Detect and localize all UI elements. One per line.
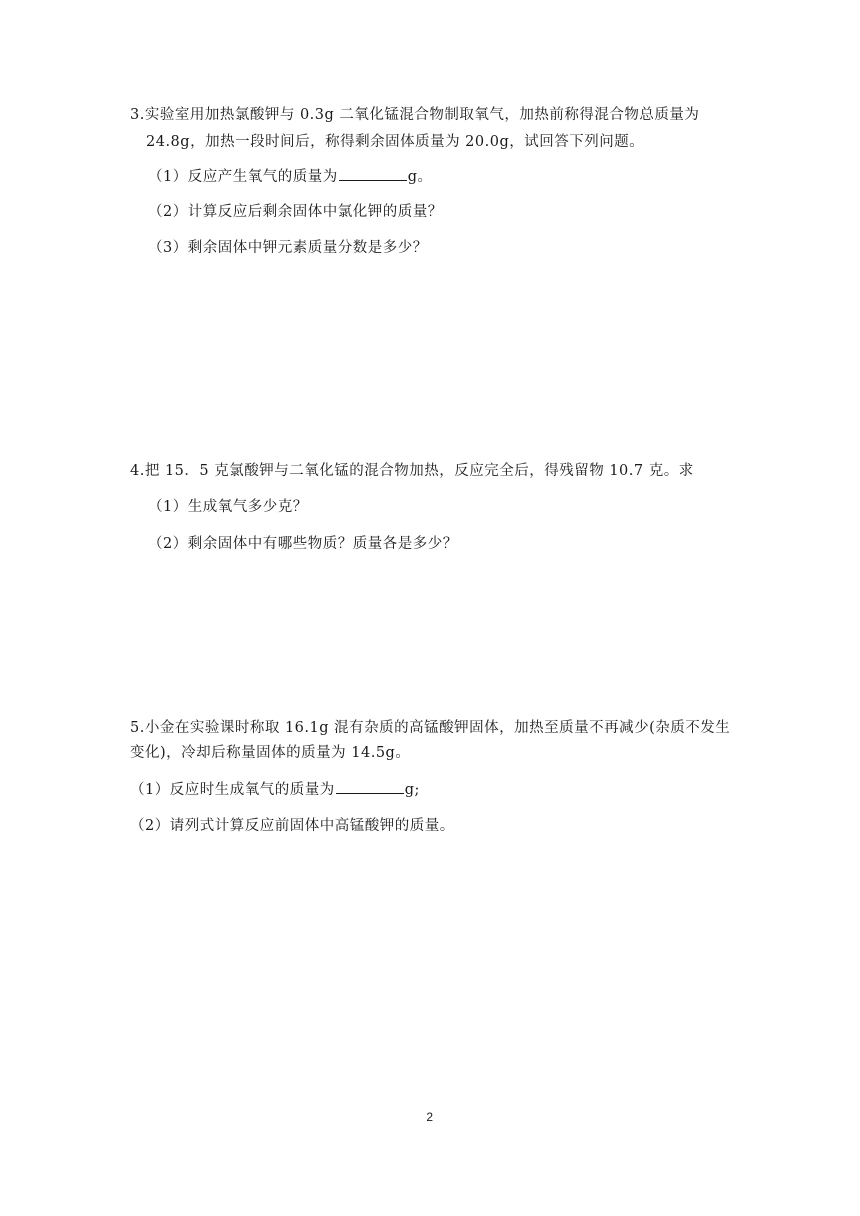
q5-part1-suffix: g; [404, 782, 420, 798]
q5-part1-prefix: （1）反应时生成氧气的质量为 [130, 782, 335, 798]
q5-part1-answer-blank[interactable] [336, 779, 404, 794]
q5-stem-line2: 变化)，冷却后称量固体的质量为 14.5g。 [130, 745, 411, 761]
q5-part1 [130, 779, 420, 800]
q3-part2: （2）计算反应后剩余固体中氯化钾的质量？ [148, 204, 443, 220]
q3-stem-line2: 24.8g，加热一段时间后，称得剩余固体质量为 20.0g，试回答下列问题。 [146, 134, 645, 150]
q3-part1 [148, 166, 433, 187]
q5-stem-line1: 5.小金在实验课时称取 16.1g 混有杂质的高锰酸钾固体，加热至质量不再减少(杂质不发生 [130, 720, 731, 736]
q3-part3: （3）剩余固体中钾元素质量分数是多少？ [148, 240, 428, 256]
q4-part2: （2）剩余固体中有哪些物质？质量各是多少？ [148, 536, 458, 552]
q4-stem: 4.把 15．5 克氯酸钾与二氧化锰的混合物加热，反应完全后，得残留物 10.7 克。求 [130, 463, 694, 479]
q5-part2: （2）请列式计算反应前固体中高锰酸钾的质量。 [130, 818, 455, 834]
q3-part1-prefix: （1）反应产生氧气的质量为 [148, 169, 338, 185]
q3-part1-answer-blank[interactable] [339, 166, 407, 181]
q4-part1: （1）生成氧气多少克？ [148, 499, 308, 515]
q3-part1-suffix: g。 [407, 169, 433, 185]
q3-stem-line1: 3.实验室用加热氯酸钾与 0.3g 二氧化锰混合物制取氧气，加热前称得混合物总质量为 [130, 107, 700, 123]
page-number: 2 [426, 1110, 434, 1124]
